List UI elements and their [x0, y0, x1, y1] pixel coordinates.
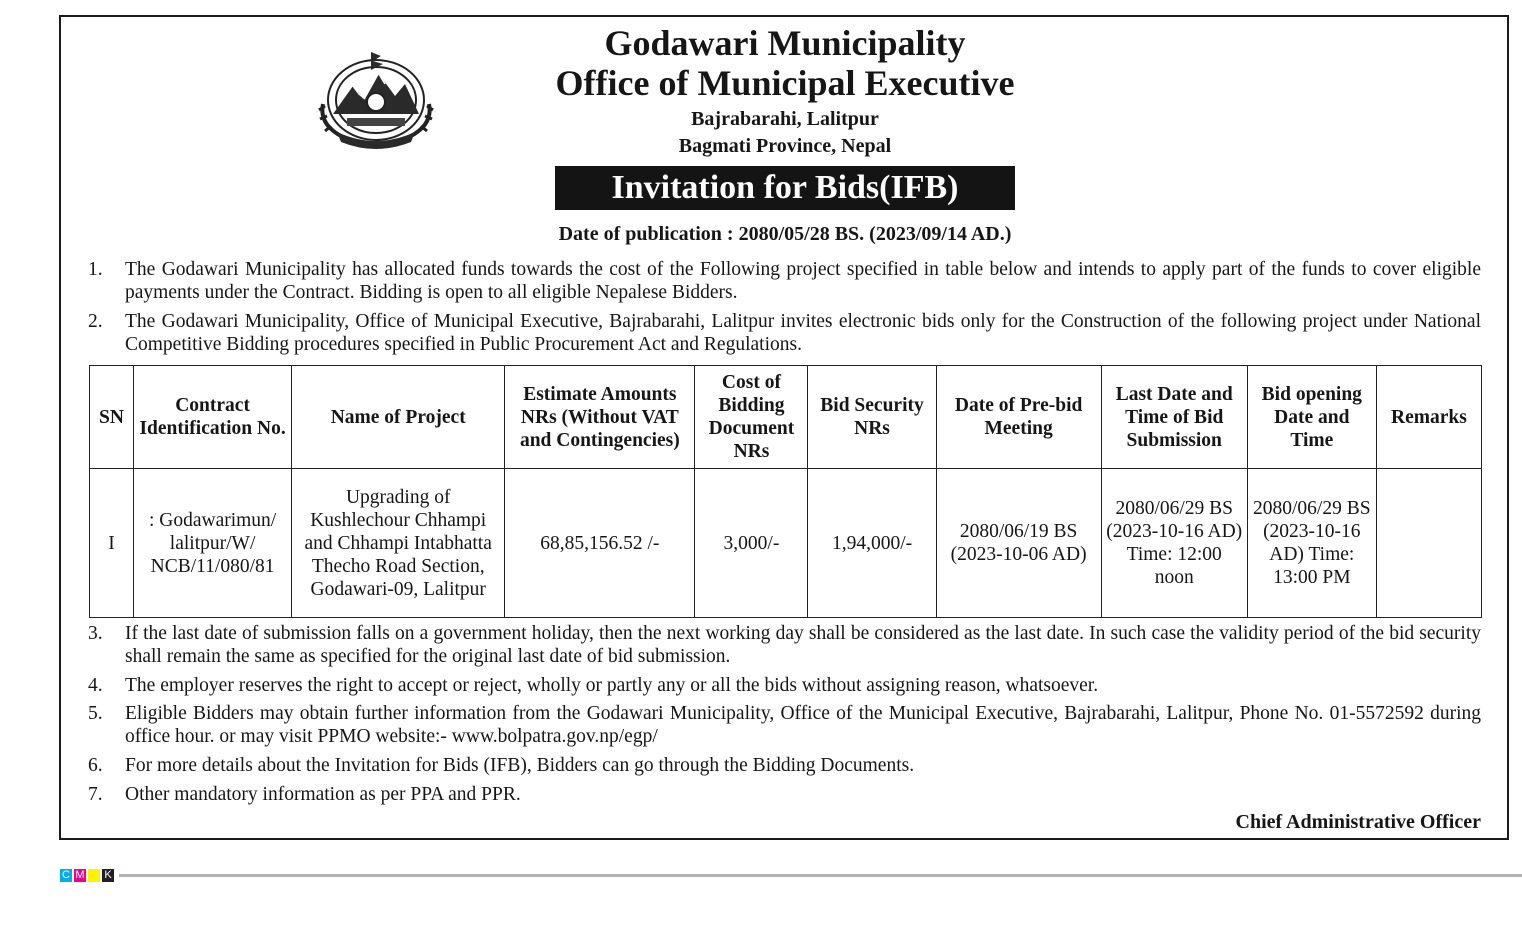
- cyan-swatch: C: [60, 869, 72, 882]
- paragraph-text: Other mandatory information as per PPA and PPR.: [125, 784, 521, 805]
- column-header-remarks: Remarks: [1376, 366, 1481, 469]
- column-header-prebid-meeting: Date of Pre-bid Meeting: [936, 366, 1101, 469]
- address-line-2: Bagmati Province, Nepal: [678, 135, 892, 157]
- paragraph-1: [88, 258, 1481, 304]
- paragraph-3: [88, 622, 1481, 668]
- paragraph-4: [88, 674, 1481, 697]
- ifb-banner: Invitation for Bids(IFB): [555, 166, 1015, 210]
- black-swatch: K: [102, 869, 114, 882]
- paragraph-number: 1.: [88, 259, 103, 280]
- paragraph-text: Eligible Bidders may obtain further information from the Godawari Municipality, Office of the Municipal Executive, Bajrabarahi, Lalitpur, Phone No. 01-5572592 during office hour. or may visit PPMO website:- www.bolpatra.gov.np/egp/: [125, 703, 1481, 747]
- paragraph-text: The Godawari Municipality, Office of Municipal Executive, Bajrabarahi, Lalitpur invites electronic bids only for the Construction of the following project under National Competitive Bidding procedures specified in Public Procurement Act and Regulations.: [125, 311, 1481, 355]
- cell-remarks: [1376, 469, 1481, 618]
- paragraph-number: 4.: [88, 675, 103, 696]
- paragraph-text: If the last date of submission falls on a government holiday, then the next working day shall be considered as the last date. In such case the validity period of the bid security shall remain the same as specified for the original last date of bid submission.: [125, 623, 1481, 667]
- bids-table: [89, 365, 1482, 618]
- magenta-swatch: M: [75, 869, 85, 881]
- cell-contract-id: : Godawarimun/ lalitpur/W/ NCB/11/080/81: [134, 469, 292, 618]
- paragraph-number: 5.: [88, 703, 103, 724]
- paragraph-number: 3.: [88, 623, 103, 644]
- address-line-1: Bajrabarahi, Lalitpur: [691, 108, 879, 130]
- yellow-swatch: Y: [88, 869, 100, 882]
- column-header-project: Name of Project: [292, 366, 505, 469]
- table-row: [90, 469, 1482, 618]
- cell-last-date: 2080/06/29 BS (2023-10-16 AD) Time: 12:00 noon: [1101, 469, 1247, 618]
- paragraph-6: [88, 754, 1481, 777]
- column-header-sn: SN: [90, 366, 134, 469]
- paragraph-number: 2.: [88, 311, 103, 332]
- cell-project: Upgrading of Kushlechour Chhampi and Chhampi Intabhatta Thecho Road Section, Godawari-09, Lalitpur: [292, 469, 505, 618]
- column-header-estimate: Estimate Amounts NRs (Without VAT and Contingencies): [505, 366, 695, 469]
- paragraph-5: [88, 702, 1481, 748]
- column-header-bid-security: Bid Security NRs: [808, 366, 936, 469]
- cell-bid-security: 1,94,000/-: [808, 469, 936, 618]
- table-header-row: [90, 366, 1482, 469]
- paragraph-text: The employer reserves the right to accept or reject, wholly or partly any or all the bids without assigning reason, whatsoever.: [125, 675, 1099, 696]
- cell-prebid-meeting: 2080/06/19 BS (2023-10-06 AD): [936, 469, 1101, 618]
- column-header-document-cost: Cost of Bidding Document NRs: [695, 366, 808, 469]
- cell-opening-date: 2080/06/29 BS (2023-10-16 AD) Time: 13:00 PM: [1247, 469, 1376, 618]
- paragraph-text: For more details about the Invitation for Bids (IFB), Bidders can go through the Bidding Documents.: [125, 755, 915, 776]
- paragraph-number: 6.: [88, 755, 103, 776]
- cell-sn: I: [90, 469, 134, 618]
- publication-date: Date of publication : 2080/05/28 BS. (2023/09/14 AD.): [558, 223, 1012, 245]
- signature-title: Chief Administrative Officer: [1235, 811, 1481, 833]
- paragraph-2: [88, 310, 1481, 356]
- paragraph-number: 7.: [88, 784, 103, 805]
- print-registration-bar: [119, 874, 1522, 877]
- column-header-opening-date: Bid opening Date and Time: [1247, 366, 1376, 469]
- column-header-last-date: Last Date and Time of Bid Submission: [1101, 366, 1247, 469]
- cmyk-print-marks: [60, 869, 116, 882]
- municipality-name: Godawari Municipality: [604, 23, 966, 63]
- office-name: Office of Municipal Executive: [555, 63, 1015, 103]
- cell-estimate: 68,85,156.52 /-: [505, 469, 695, 618]
- paragraph-text: The Godawari Municipality has allocated funds towards the cost of the Following project specified in table below and intends to apply part of the funds to cover eligible payments under the Contract. Bidding is open to all eligible Nepalese Bidders.: [125, 259, 1481, 303]
- cell-document-cost: 3,000/-: [695, 469, 808, 618]
- column-header-contract-id: Contract Identification No.: [134, 366, 292, 469]
- paragraph-7: [88, 783, 1481, 806]
